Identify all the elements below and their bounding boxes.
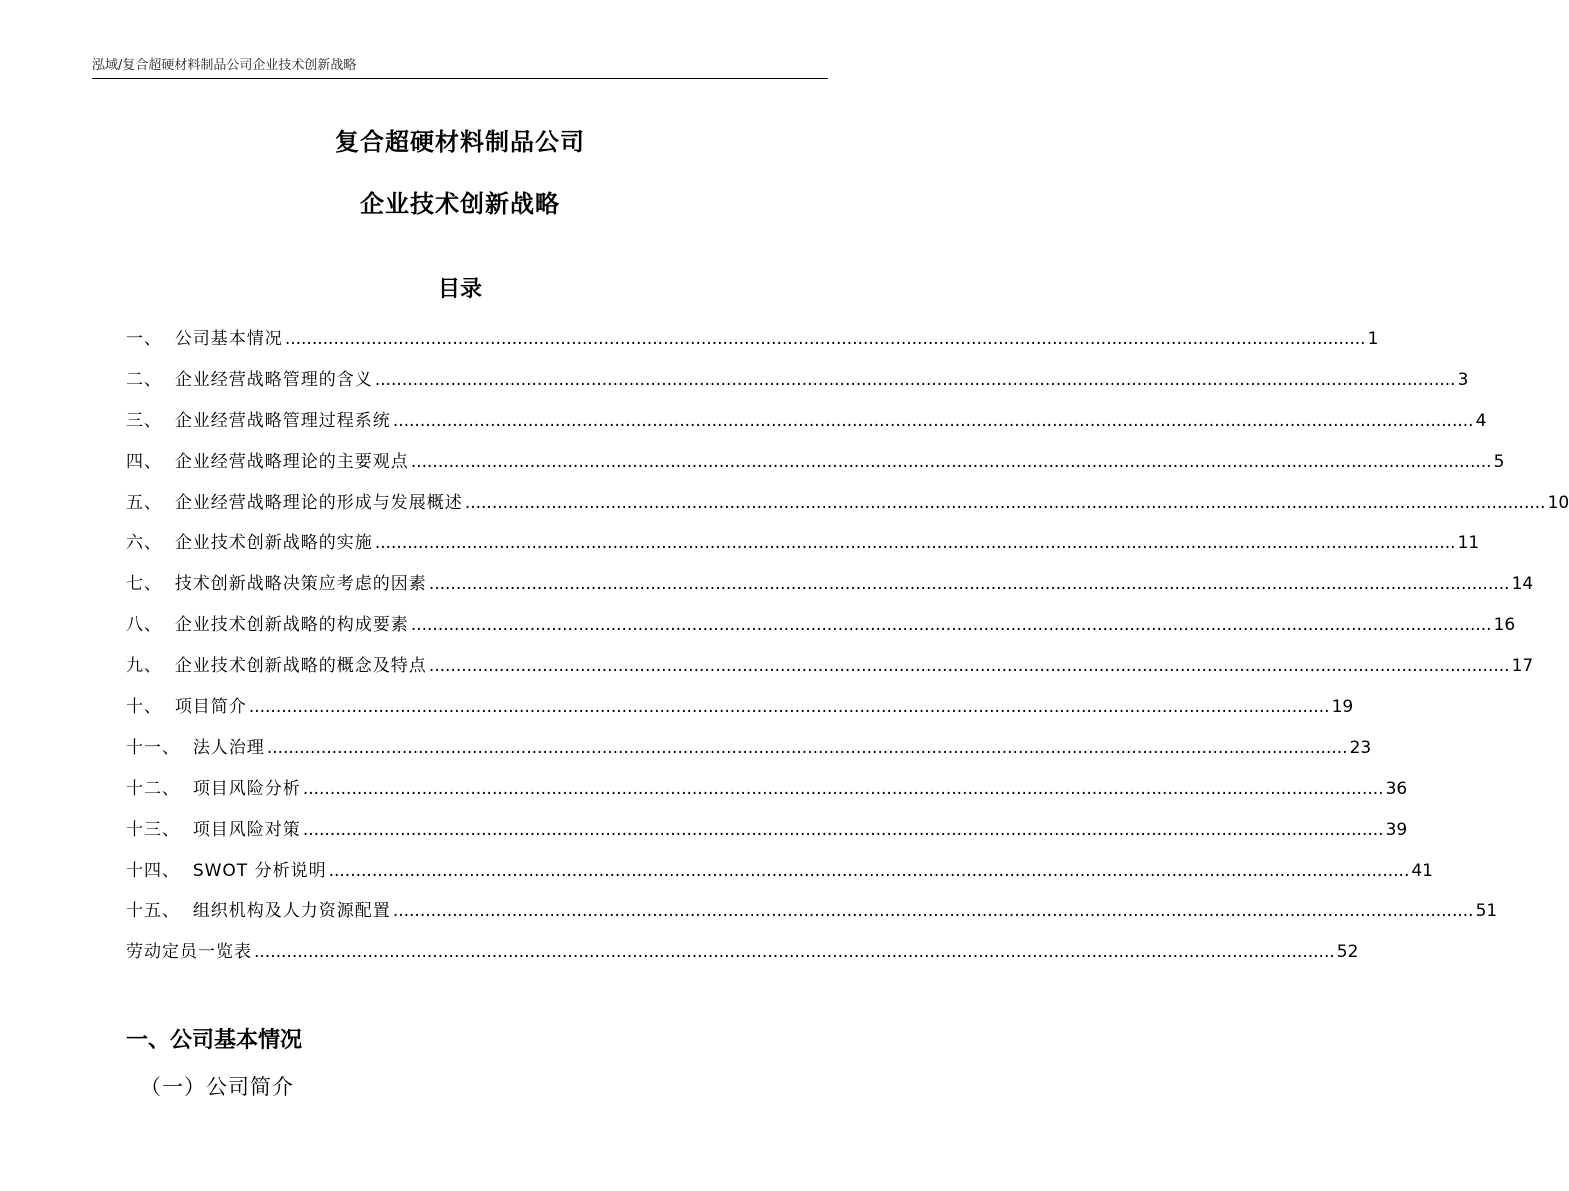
toc-leader-dots: ........................................................................................................................................................................................................ bbox=[428, 656, 1510, 677]
toc-leader-dots: ........................................................................................................................................................................................................ bbox=[410, 615, 1492, 636]
toc-entry-label: 企业经营战略管理的含义 bbox=[174, 369, 373, 390]
toc-entry[interactable] bbox=[126, 528, 1480, 569]
toc-leader-dots: ........................................................................................................................................................................................................ bbox=[254, 942, 1335, 963]
toc-entry-number: 十四、 bbox=[126, 860, 180, 881]
toc-leader-dots: ........................................................................................................................................................................................................ bbox=[464, 492, 1546, 513]
toc-entry-page: 11 bbox=[1457, 533, 1480, 554]
toc-entry-label: 企业经营战略理论的形成与发展概述 bbox=[174, 492, 463, 513]
toc-entry[interactable] bbox=[126, 651, 1534, 692]
toc-leader-dots: ........................................................................................................................................................................................................ bbox=[266, 737, 1348, 758]
toc-leader-dots: ........................................................................................................................................................................................................ bbox=[410, 451, 1492, 472]
toc-entry-number: 十一、 bbox=[126, 737, 180, 758]
toc-entry-number: 六、 bbox=[126, 533, 162, 554]
toc-entry[interactable] bbox=[126, 815, 1408, 856]
toc-entry[interactable] bbox=[126, 447, 1505, 488]
toc-entry-number: 九、 bbox=[126, 656, 162, 677]
toc-entry[interactable] bbox=[126, 569, 1534, 610]
toc-entry-spacer bbox=[180, 861, 193, 881]
toc-entry-page: 36 bbox=[1385, 778, 1408, 799]
toc-entry-number: 十、 bbox=[126, 697, 162, 718]
toc-entry-label: 组织机构及人力资源配置 bbox=[192, 901, 391, 922]
toc-leader-dots: ........................................................................................................................................................................................................ bbox=[374, 533, 1456, 554]
toc-entry-number: 十三、 bbox=[126, 819, 180, 840]
toc-entry-spacer bbox=[180, 779, 193, 799]
subsection-heading: （一）公司简介 bbox=[140, 1075, 294, 1099]
toc-entry-label: 企业技术创新战略的概念及特点 bbox=[174, 656, 427, 677]
toc-entry[interactable] bbox=[126, 937, 1359, 978]
toc-entry-page: 19 bbox=[1331, 697, 1354, 718]
toc-entry[interactable] bbox=[126, 774, 1408, 815]
toc-leader-dots: ........................................................................................................................................................................................................ bbox=[428, 574, 1510, 595]
toc-entry-number: 八、 bbox=[126, 615, 162, 636]
toc-entry-page: 39 bbox=[1385, 819, 1408, 840]
toc-entry-number: 一、 bbox=[126, 329, 162, 349]
toc-leader-dots: ........................................................................................................................................................................................................ bbox=[248, 697, 1330, 718]
toc-entry-page: 51 bbox=[1475, 901, 1498, 922]
toc-entry-label: 企业技术创新战略的实施 bbox=[174, 533, 373, 554]
toc-entry-spacer bbox=[162, 574, 175, 594]
toc-entry-number: 五、 bbox=[126, 492, 162, 513]
toc-entry-spacer bbox=[162, 370, 175, 390]
toc-entry-page: 52 bbox=[1336, 942, 1359, 963]
toc-entry-page: 16 bbox=[1493, 615, 1516, 636]
toc-entry-label: 项目简介 bbox=[174, 697, 247, 718]
toc-entry-label: 企业经营战略管理过程系统 bbox=[174, 410, 391, 431]
toc-entry-label: 项目风险分析 bbox=[192, 778, 301, 799]
toc-entry-spacer bbox=[162, 329, 175, 349]
toc-leader-dots: ........................................................................................................................................................................................................ bbox=[392, 410, 1474, 431]
toc-entry-label: 企业经营战略理论的主要观点 bbox=[174, 451, 409, 472]
toc-entry-number: 十二、 bbox=[126, 778, 180, 799]
toc-leader-dots: ........................................................................................................................................................................................................ bbox=[328, 860, 1410, 881]
toc-leader-dots: ........................................................................................................................................................................................................ bbox=[284, 329, 1366, 349]
toc-entry[interactable] bbox=[126, 488, 1569, 529]
toc-entry-number: 二、 bbox=[126, 369, 162, 390]
toc-entry-page: 17 bbox=[1511, 656, 1534, 677]
toc-entry-page: 3 bbox=[1457, 369, 1469, 390]
toc-entry-label: 技术创新战略决策应考虑的因素 bbox=[174, 574, 427, 595]
toc-entry-spacer bbox=[162, 493, 175, 513]
toc-entry[interactable] bbox=[126, 733, 1372, 774]
toc-entry[interactable] bbox=[126, 406, 1487, 447]
toc-entry-page: 1 bbox=[1367, 329, 1379, 349]
toc-entry-label: 公司基本情况 bbox=[174, 329, 283, 349]
toc-entry-spacer bbox=[162, 615, 175, 635]
toc-entry-spacer bbox=[180, 901, 193, 921]
toc-leader-dots: ........................................................................................................................................................................................................ bbox=[302, 819, 1384, 840]
toc-leader-dots: ........................................................................................................................................................................................................ bbox=[374, 369, 1456, 390]
toc-entry[interactable] bbox=[126, 896, 1498, 937]
toc-entry-label: 法人治理 bbox=[192, 737, 265, 758]
toc-entry-spacer bbox=[162, 656, 175, 676]
toc-entry[interactable] bbox=[126, 610, 1516, 651]
document-title: 复合超硬材料制品公司 bbox=[335, 128, 585, 156]
toc-entry-number: 七、 bbox=[126, 574, 162, 595]
toc-entry-page: 5 bbox=[1493, 451, 1505, 472]
toc-entry-spacer bbox=[162, 411, 175, 431]
toc-entry-spacer bbox=[162, 697, 175, 717]
header-rule bbox=[92, 78, 828, 79]
running-header: 泓域/复合超硬材料制品公司企业技术创新战略 bbox=[92, 58, 357, 73]
toc-entry-label: 项目风险对策 bbox=[192, 819, 301, 840]
toc-entry-label: SWOT 分析说明 bbox=[192, 860, 327, 881]
table-of-contents bbox=[126, 324, 1569, 978]
toc-entry-number: 十五、 bbox=[126, 901, 180, 922]
toc-heading: 目录 bbox=[437, 277, 482, 302]
toc-entry-page: 14 bbox=[1511, 574, 1534, 595]
toc-entry-page: 10 bbox=[1547, 492, 1569, 513]
toc-entry-label: 企业技术创新战略的构成要素 bbox=[174, 615, 409, 636]
document-subtitle: 企业技术创新战略 bbox=[360, 190, 560, 218]
toc-entry-number: 三、 bbox=[126, 410, 162, 431]
toc-entry[interactable] bbox=[126, 324, 1379, 365]
toc-leader-dots: ........................................................................................................................................................................................................ bbox=[392, 901, 1474, 922]
toc-leader-dots: ........................................................................................................................................................................................................ bbox=[302, 778, 1384, 799]
toc-entry-page: 4 bbox=[1475, 410, 1487, 431]
toc-entry[interactable] bbox=[126, 692, 1354, 733]
toc-entry-page: 23 bbox=[1349, 737, 1372, 758]
toc-entry-spacer bbox=[180, 738, 193, 758]
toc-entry-number: 四、 bbox=[126, 451, 162, 472]
toc-entry-spacer bbox=[162, 533, 175, 553]
toc-entry-spacer bbox=[162, 452, 175, 472]
toc-entry-spacer bbox=[180, 820, 193, 840]
toc-entry[interactable] bbox=[126, 856, 1433, 897]
section-heading: 一、公司基本情况 bbox=[126, 1028, 303, 1053]
toc-entry-page: 41 bbox=[1411, 860, 1433, 881]
toc-entry-label: 劳动定员一览表 bbox=[126, 942, 252, 963]
toc-entry[interactable] bbox=[126, 365, 1469, 406]
